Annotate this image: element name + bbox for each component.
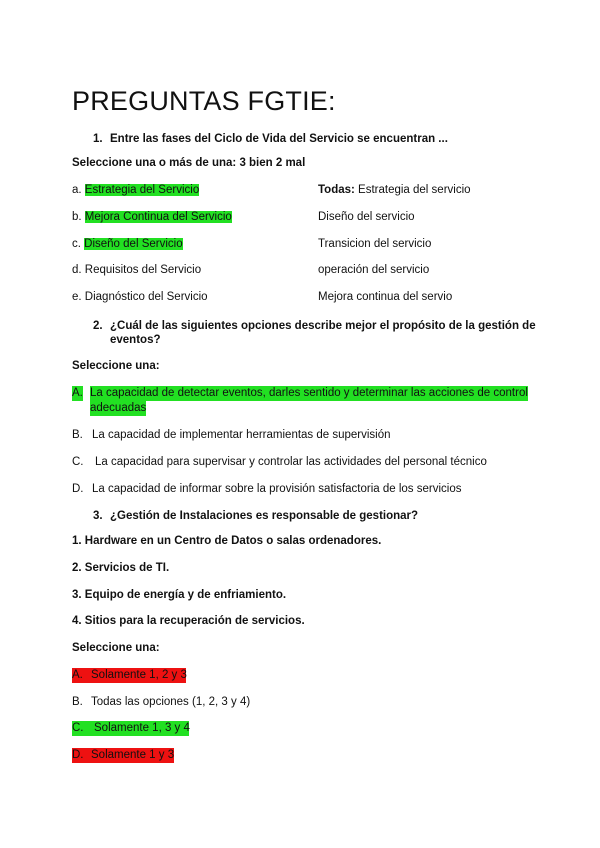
q3-option-a bbox=[72, 668, 186, 683]
q3-option-c bbox=[72, 721, 189, 736]
question-1-text: Entre las fases del Ciclo de Vida del Servicio se encuentran ... bbox=[110, 133, 448, 145]
q1-option-c-text: Diseño del Servicio bbox=[84, 238, 183, 250]
q3-item-2: 2. Servicios de TI. bbox=[72, 562, 170, 574]
question-2-number: 2. bbox=[93, 320, 103, 332]
q3-option-d-label: D. bbox=[72, 749, 84, 761]
q3-option-b bbox=[72, 695, 532, 710]
q1-option-a-label: a. bbox=[72, 184, 82, 196]
q3-option-c-text: Solamente 1, 3 y 4 bbox=[94, 722, 190, 734]
question-3-text: ¿Gestión de Instalaciones es responsable de gestionar? bbox=[110, 510, 419, 522]
q1-option-e-text: Diagnóstico del Servicio bbox=[84, 291, 208, 303]
question-2-instruction: Seleccione una: bbox=[72, 360, 160, 372]
q1-right-item-4: operación del servicio bbox=[318, 264, 430, 276]
q2-option-d bbox=[72, 482, 532, 498]
q1-option-b-text: Mejora Continua del Servicio bbox=[84, 211, 232, 223]
q2-option-a-text-line2: adecuadas bbox=[90, 402, 147, 414]
q3-item-3: 3. Equipo de energía y de enfriamiento. bbox=[72, 589, 287, 601]
question-3 bbox=[93, 509, 533, 525]
q3-item-4: 4. Sitios para la recuperación de servicios. bbox=[72, 615, 305, 627]
question-3-instruction: Seleccione una: bbox=[72, 642, 160, 654]
q3-option-d bbox=[72, 748, 174, 763]
q3-option-a-text: Solamente 1, 2 y 3 bbox=[91, 669, 187, 681]
q3-option-d-text: Solamente 1 y 3 bbox=[91, 749, 175, 761]
q1-option-b-label: b. bbox=[72, 211, 82, 223]
q1-option-c-label: c. bbox=[72, 238, 81, 250]
q2-option-c bbox=[72, 455, 532, 471]
question-3-number: 3. bbox=[93, 510, 103, 522]
q3-option-c-label: C. bbox=[72, 722, 84, 734]
question-2-text-line1: ¿Cuál de las siguientes opciones describe mejor el propósito de la gestión de bbox=[110, 320, 536, 332]
q1-option-e bbox=[72, 291, 208, 303]
q3-option-b-text: Todas las opciones (1, 2, 3 y 4) bbox=[91, 696, 251, 708]
page-title: PREGUNTAS FGTIE: bbox=[72, 86, 336, 116]
q1-option-e-label: e. bbox=[72, 291, 82, 303]
q2-option-a-text-line1: La capacidad de detectar eventos, darles sentido y determinar las acciones de control bbox=[90, 387, 528, 399]
question-1-number: 1. bbox=[93, 133, 103, 145]
q1-option-d-label: d. bbox=[72, 264, 82, 276]
q1-right-item-1 bbox=[318, 184, 471, 196]
q3-option-b-label: B. bbox=[72, 696, 83, 708]
question-2 bbox=[93, 319, 536, 349]
q1-right-bold: Todas: bbox=[318, 184, 355, 196]
q3-option-a-label: A. bbox=[72, 669, 83, 681]
question-1-instruction: Seleccione una o más de una: 3 bien 2 mal bbox=[72, 157, 306, 169]
question-2-text-line2: eventos? bbox=[110, 334, 161, 346]
q1-option-a bbox=[72, 184, 199, 196]
q2-option-b bbox=[72, 428, 532, 444]
question-1 bbox=[93, 132, 553, 148]
q1-option-c bbox=[72, 238, 183, 250]
q1-option-b bbox=[72, 211, 232, 223]
q1-option-d bbox=[72, 264, 201, 276]
q2-option-d-text: La capacidad de informar sobre la provisión satisfactoria de los servicios bbox=[92, 483, 462, 495]
q2-option-c-text: La capacidad para supervisar y controlar las actividades del personal técnico bbox=[95, 456, 487, 468]
q1-option-d-text: Requisitos del Servicio bbox=[84, 264, 202, 276]
q2-option-d-label: D. bbox=[72, 483, 84, 495]
q2-option-c-label: C. bbox=[72, 456, 84, 468]
q1-right-item-5: Mejora continua del servio bbox=[318, 291, 453, 303]
q1-option-a-text: Estrategia del Servicio bbox=[84, 184, 200, 196]
q1-right-item-2: Diseño del servicio bbox=[318, 211, 415, 223]
q2-option-a bbox=[72, 386, 532, 418]
q1-right-item-3: Transicion del servicio bbox=[318, 238, 432, 250]
q1-right-item-1-text: Estrategia del servicio bbox=[358, 184, 471, 196]
q2-option-a-label: A. bbox=[72, 387, 83, 399]
q2-option-b-text: La capacidad de implementar herramientas de supervisión bbox=[92, 429, 391, 441]
q3-item-1: 1. Hardware en un Centro de Datos o salas ordenadores. bbox=[72, 535, 382, 547]
q2-option-b-label: B. bbox=[72, 429, 83, 441]
